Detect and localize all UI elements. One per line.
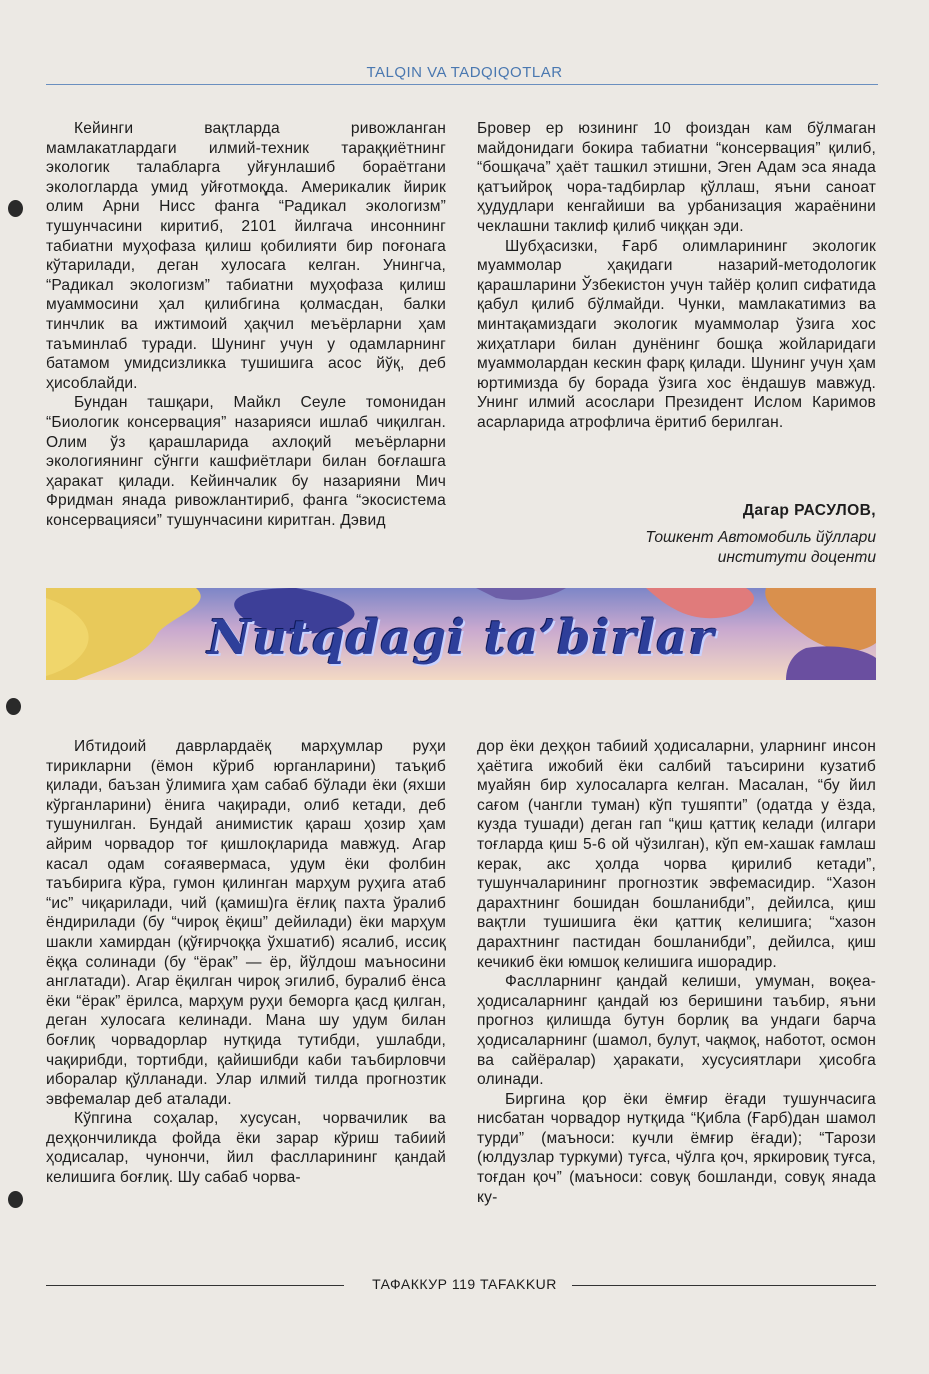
article1-left-column: [46, 119, 446, 530]
author-position-line: Тошкент Автомобиль йўллари: [645, 529, 876, 546]
binder-hole: [6, 698, 21, 715]
binder-hole: [8, 200, 23, 217]
paragraph: Шубҳасизки, Ғарб олимларининг экологик муаммолар ҳақидаги назарий-методологик қарашларини Ўзбекистон учун тайёр қолип сифатида қабул қилиб бўлмайди. Чунки, мамлакатимиз ва минтақамиздаги экологик муаммолар ўзига хос жиҳатлари билан дунёнинг бошқа жойларидаги муаммолардан кескин фарқ қилади. Шунинг учун ҳам юртимизда бу борада ўзига хос ёндашув мавжуд. Унинг илмий асослари Президент Ислом Каримов асарларида атрофлича ёритиб берилган.: [477, 237, 876, 431]
paragraph: Бундан ташқари, Майкл Сеуле томонидан “Биологик консервация” назарияси ишлаб чиқилган. Олим ўз қарашларида ахлоқий меъёрларни экологиянинг сўнгги кашфиётлари билан боғлашга ҳаракат қилади. Кейинчалик бу назарияни Мич Фридман янада ривожлантириб, фанга “экосистема консервацияси” тушунчасини киритган. Дэвид: [46, 394, 446, 529]
footer-page-number: ТАФАККУР 119 TAFAKKUR: [372, 1276, 557, 1292]
paragraph: Биргина қор ёки ёмғир ёғади тушунчасига нисбатан чорвадор нутқида “Қибла (Ғарб)дан шамол турди” (маъноси: кучли ёмғир ёғади); “Тарози (юлдузлар туркуми) туғса, чўлга қоч, яркировиқ туғса, тоғдан қоч” (маъноси: совуқ бошланди, совуқ янада ку-: [477, 1090, 876, 1206]
banner-title: Nutqdagi ta’birlar: [207, 610, 715, 666]
paragraph: дор ёки деҳқон табиий ҳодисаларни, уларнинг инсон ҳаётига ижобий ёки салбий таъсирини кузатиб муайян бир хулосаларга келган. Масалан, “бу йил сағом (чангли туман) кўп тушяпти” (одатда у ёзда, кузда тушади) деган гап “қиш қаттиқ келади (илгари тоғларда қиш 5-6 ой чўзилган), кўп ем-хашак ғамлаш керак, акс ҳолда чорва қирилиб кетади”, тушунчаларининг прогнозтик эвфемасидир. “Хазон дарахтнинг бошидан бошланибди”, дейилса, қиш вақтли тушишига ёки қаттиқ келишига; “хазон дарахтнинг пастидан бошланибди”, дейилса, қиш кечикиб ёки юмшоқ келишига ишорадир.: [477, 738, 876, 971]
section-header: TALQIN VA TADQIQOTLAR: [366, 64, 563, 81]
paragraph: Ибтидоий даврлардаёқ марҳумлар руҳи тирикларни (ёмон кўриб юрганларини) таъқиб қилади, баъзан ўлимига ҳам сабаб бўлади ёки (яхши кўрганларини) ёнига чақиради, олиб кетади, деб тушунилган. Бундай анимистик қараш ҳозир ҳам айрим чорвадор тоғ қишлоқларида мавжуд. Агар касал одам соғаявермаса, удум ёки фолбин таъбирига кўра, гумон қилинган марҳум руҳига атаб “ис” чиқарилади, чий (қамиш)га ёғлиқ пахта ўралиб ёндирилади (бу “чироқ ёқиш” дейилади) ёки марҳум шакли хамирдан (қўғирчоққа ўхшатиб) ясалиб, иссиқ ёққа солинади (бу “ёрак” — ёр, йўлдош маъносини англатади). Агар ёқилган чироқ эгилиб, буралиб ёнса ёки “ёрак” ёрилса, марҳум руҳи беморга қасд қилган, деган хулосага келинади. Мана шу удум билан боғлиқ чорвадорлар нутқида тутибди, ушлабди, чақирибди, тортибди, қайишибди каби таъбирловчи иборалар қўлланади. Улар илмий тилда прогнозтик эвфемалар деб аталади.: [46, 738, 446, 1108]
author-position: [560, 528, 876, 567]
article2-right-column: [477, 737, 876, 1207]
paragraph: Бровер ер юзининг 10 фоиздан кам бўлмаган майдонидаги бокира табиатни “консервация” қилиб, “бошқача” ҳаёт ташкил этишни, Эген Адам эса янада қатъийроқ чора-тадбирлар қўллаш, яъни саноат ҳудудлари кенгайиши ва урбанизация жараёнини чеклашни таклиф қилиб чиққан эди.: [477, 120, 876, 235]
paragraph: Фаслларнинг қандай келиши, умуман, воқеа-ҳодисаларнинг қандай юз беришини таъбир, яъни прогноз қилишда бутун борлиқ ва ундаги барча ҳодисаларнинг (шамол, булут, чақмоқ, наботот, осмон ва сайёралар) ҳаракати, хусусиятлари ҳисобга олинади.: [477, 973, 876, 1089]
author-position-line: институти доценти: [717, 548, 876, 566]
section-banner: [46, 588, 876, 680]
paragraph: Кўпгина соҳалар, хусусан, чорвачилик ва деҳқончиликда фойда ёки зарар кўриш табиий ҳодисалар, чунончи, йил фаслларининг қандай келишига боғлиқ. Шу сабаб чорва-: [46, 1110, 446, 1187]
article2-left-column: [46, 737, 446, 1188]
header-divider: [46, 84, 878, 85]
binder-hole: [8, 1191, 23, 1208]
paragraph: Кейинги вақтларда ривожланган мамлакатлардаги илмий-техник тараққиётнинг экологик талабларга уйғунлашиб бораётгани экологларда умид уйғотмоқда. Америкалик йирик олим Арни Нисс фанга “Радикал экологизм” тушунчасини киритиб, 2101 йилгача инсоннинг табиатни муҳофаза қилиш қобилияти бир поғонага кўтарилади, деган хулосага келган. Унингча, “Радикал экологизм” табиатни муҳофаза қилиш муаммосини ҳал қилибгина қолмасдан, балки тинчлик ва ижтимоий ҳақчил меъёрларни ҳам таъминлаб туради. Шунинг учун у одамларнинг батамом умидсизликка тушишига асос йўқ, деб ҳисоблайди.: [46, 120, 446, 392]
author-name: Дагар РАСУЛОВ,: [742, 502, 876, 519]
article1-right-column: [477, 119, 876, 433]
footer-divider: [572, 1285, 876, 1286]
